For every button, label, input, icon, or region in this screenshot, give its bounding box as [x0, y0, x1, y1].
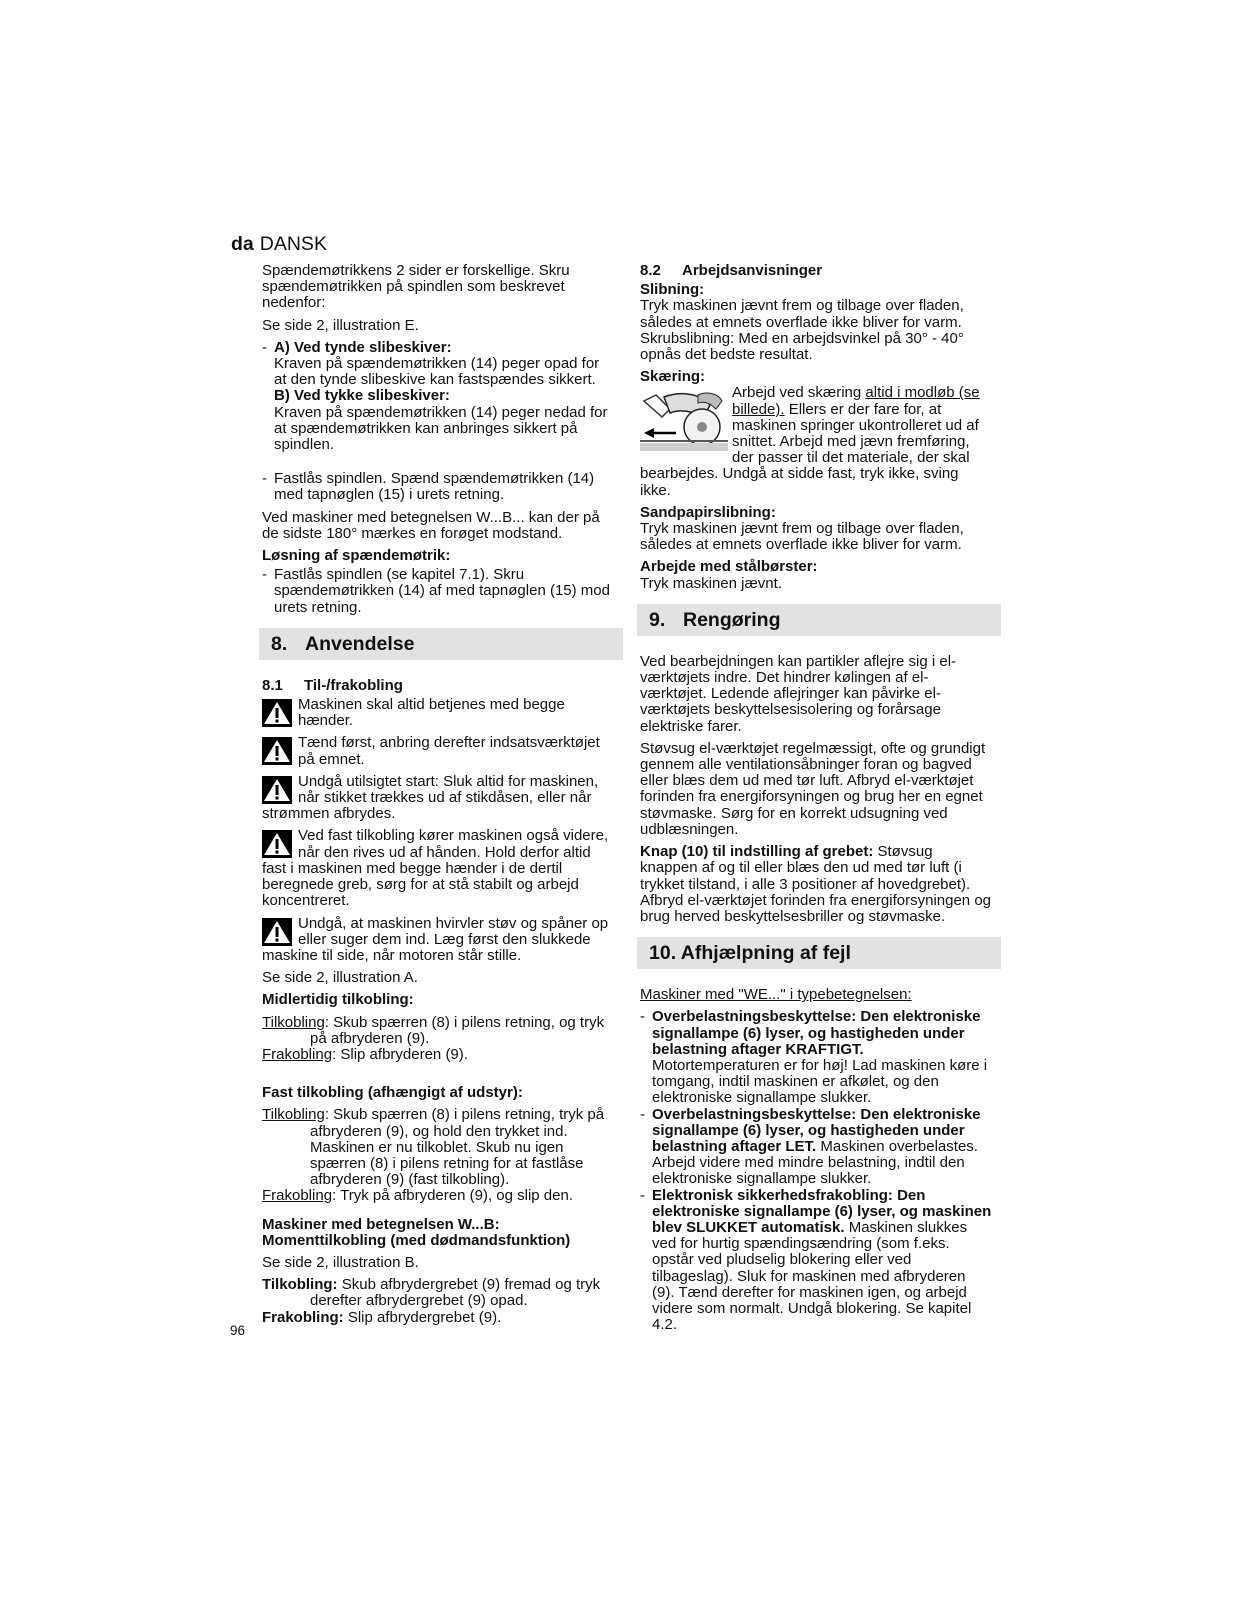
- lock-spindle-step: - Fastlås spindlen. Spænd spændemøtrikken (14) med tapnøglen (15) i urets retning.: [262, 471, 614, 503]
- see-illustration-a: Se side 2, illustration A.: [262, 969, 418, 987]
- grinding-text: Tryk maskinen jævnt frem og tilbage over fladen, således at emnets overflade ikke bliver for varm. Skrubslibning: Med en arbejdsvinkel på 30° - 40° opnås det bedste resultat.: [640, 297, 964, 364]
- section-9-title: Rengøring: [683, 608, 781, 631]
- see-illustration-b: Se side 2, illustration B.: [262, 1253, 419, 1271]
- thick-wheels-title: B) Ved tykke slibeskiver:: [274, 387, 450, 405]
- fault-2-text: Maskinen overbelastes. Arbejd videre med mindre belastning, indtil den elektroniske signallampe slukker.: [652, 1137, 978, 1188]
- subsection-8-1-title: Til-/frakobling: [304, 676, 403, 694]
- warning-icon: [262, 830, 292, 858]
- fault-item-1: [640, 1009, 992, 1106]
- momentary-switching-title: Maskiner med betegnelsen W...B: Momenttilkobling (med dødmandsfunktion): [262, 1215, 571, 1249]
- temporary-switching-title: Midlertidig tilkobling:: [262, 991, 414, 1009]
- page-number: 96: [230, 1323, 246, 1338]
- section-10-title: 10. Afhjælpning af fejl: [649, 942, 851, 965]
- loosen-step: - Fastlås spindlen (se kapitel 7.1). Skru spændemøtrikken (14) af med tapnøglen (15) mod urets retning.: [262, 567, 614, 616]
- cutting-text: Ellers er der fare for, at maskinen springer ukontrolleret ud af snittet. Arbejd med jævn fremføring, der passer til det materiale, der skal bearbejdes. Undgå at sidde fast, tryk ikke, sving ikke.: [640, 400, 979, 499]
- fixed-switch-off: [262, 1188, 614, 1204]
- section-8-number: 8.: [271, 632, 288, 655]
- warning-5: [262, 916, 614, 965]
- warning-icon: [262, 918, 292, 946]
- we-machines-intro: Maskiner med "WE..." i typebetegnelsen:: [640, 986, 912, 1004]
- fault-item-3: [640, 1188, 992, 1334]
- wire-brush-title: Arbejde med stålbørster:: [640, 558, 818, 576]
- cutting-direction-illustration: [640, 387, 728, 459]
- fault-1-title: Overbelastningsbeskyttelse: Den elektroniske signallampe (6) lyser, og hastigheden under belastning aftager KRAFTIGT.: [652, 1008, 981, 1058]
- warning-1: [262, 697, 614, 729]
- subsection-8-2-title: Arbejdsanvisninger: [682, 262, 823, 279]
- left-column: [262, 263, 614, 1326]
- momentary-off-label: Frakobling:: [262, 1308, 344, 1326]
- momentary-switch-off: [262, 1310, 614, 1326]
- warning-icon: [262, 737, 292, 765]
- switch-off-label: Frakobling: [262, 1045, 333, 1063]
- fixed-off-label: Frakobling: [262, 1187, 333, 1205]
- section-8-heading: [259, 628, 623, 660]
- section-10-heading: [637, 937, 1001, 969]
- section-9-number: 9.: [649, 608, 666, 631]
- cleaning-paragraph-1: Ved bearbejdningen kan partikler aflejre sig i el-værktøjets indre. Det hindrer kølingen af el-værktøjet. Ledende aflejringer kan påvirke el-værktøjets beskyttelsesisolering og forårsage elektriske farer.: [640, 652, 957, 735]
- sanding-title: Sandpapirslibning:: [640, 503, 776, 521]
- warning-icon: [262, 699, 292, 727]
- fixed-switch-on: [262, 1107, 614, 1188]
- page-header: [231, 233, 327, 255]
- cutting-text-emphasis: altid i modløb (se billede).: [732, 384, 980, 418]
- warning-2-text: Tænd først, anbring derefter indsatsværktøjet på emnet.: [298, 734, 600, 768]
- fault-1-text: Motortemperaturen er for høj! Lad maskinen køre i tomgang, indtil maskinen er afkølet, og den elektroniske signallampe slukker.: [652, 1056, 988, 1107]
- right-column: [640, 263, 992, 1333]
- momentary-on-label: Tilkobling:: [262, 1276, 338, 1294]
- subsection-8-1-number: 8.1: [262, 676, 283, 694]
- temporary-switch-on: [262, 1015, 614, 1047]
- warning-4-text: Ved fast tilkobling kører maskinen også videre, når den rives ud af hånden. Hold derfor altid fast i maskinen med begge hænder i de dertil beregnede greb, sørg for at stå stabilt og arbejd koncentreret.: [262, 827, 609, 910]
- loosen-title: Løsning af spændemøtrik:: [262, 547, 451, 565]
- subsection-8-1-heading: [262, 678, 614, 694]
- subsection-8-2-heading: [640, 263, 992, 279]
- warning-5-text: Undgå, at maskinen hvirvler støv og spåner op eller suger dem ind. Læg først den slukkede maskine til side, når motoren står stille.: [262, 914, 609, 964]
- thin-wheels-item: [262, 340, 614, 453]
- thick-wheels-text: Kraven på spændemøtrikken (14) peger nedad for at spændemøtrikken kan anbringes sikkert på spindlen.: [274, 403, 608, 454]
- wire-brush-text: Tryk maskinen jævnt.: [640, 574, 782, 592]
- thin-wheels-text: Kraven på spændemøtrikken (14) peger opad for at den tynde slibeskive kan fastspændes sikkert.: [274, 355, 600, 389]
- cutting-title: Skæring:: [640, 368, 706, 386]
- cutting-text-intro: Arbejd ved skæring: [732, 384, 866, 402]
- fault-2-title: Overbelastningsbeskyttelse: Den elektroniske signallampe (6) lyser, og hastigheden under belastning aftager LET.: [652, 1105, 981, 1155]
- switch-on-label: Tilkobling: [262, 1013, 325, 1031]
- momentary-switch-on: [262, 1277, 614, 1309]
- knob-text: Støvsug knappen af og til eller blæs den ud med tør luft (i trykket tilstand, i alle 3 positioner af hovedgrebet). Afbryd el-værktøjet forinden fra energiforsyningen og brug herved beskyttelsesbriller og støvmaske.: [640, 843, 992, 925]
- grinding-title: Slibning:: [640, 281, 705, 299]
- section-8-title: Anvendelse: [305, 632, 415, 655]
- warning-2: [262, 735, 614, 767]
- switch-on-text: : Skub spærren (8) i pilens retning, og tryk på afbryderen (9).: [310, 1013, 605, 1047]
- knob-title: Knap (10) til indstilling af grebet:: [640, 843, 874, 861]
- see-illustration-e: Se side 2, illustration E.: [262, 316, 419, 334]
- knob-paragraph: [640, 844, 992, 925]
- fault-3-title: Elektronisk sikkerhedsfrakobling: Den elektroniske signallampe (6) lyser, og maskinen blev SLUKKET automatisk.: [652, 1186, 992, 1236]
- momentary-off-text: Slip afbrydergrebet (9).: [343, 1308, 502, 1326]
- thin-wheels-title: - A) Ved tynde slibeskiver:: [274, 338, 452, 356]
- language-name: DANSK: [259, 233, 327, 255]
- cutting-paragraph: [640, 385, 992, 498]
- wb-note: Ved maskiner med betegnelsen W...B... kan der på de sidste 180° mærkes en forøget modstand.: [262, 508, 600, 542]
- sanding-text: Tryk maskinen jævnt frem og tilbage over fladen, således at emnets overflade ikke bliver for varm.: [640, 520, 964, 554]
- section-9-heading: [637, 604, 1001, 636]
- fault-item-2: [640, 1107, 992, 1188]
- fault-3-text: Maskinen slukkes ved for hurtig spændingsændring (som f.eks. opstår ved pludselig blokering eller ved tilbageslag). Sluk for maskinen med afbryderen (9). Tænd derefter for maskinen igen, og arbejd videre som normalt. Undgå blokering. Se kapitel 4.2.: [652, 1218, 972, 1334]
- warning-1-text: Maskinen skal altid betjenes med begge hænder.: [298, 696, 565, 730]
- warning-icon: [262, 776, 292, 804]
- language-code: da: [231, 233, 254, 255]
- warning-4: [262, 828, 614, 909]
- fixed-on-text: : Skub spærren (8) i pilens retning, tryk på afbryderen (9), og hold den trykket ind. Maskinen er nu tilkoblet. Skub nu igen spærren (8) i pilens retning for at fastlåse afbryderen (9) (fast tilkobling).: [310, 1106, 605, 1189]
- fixed-switching-title: Fast tilkobling (afhængigt af udstyr):: [262, 1084, 523, 1102]
- fixed-off-text: : Tryk på afbryderen (9), og slip den.: [332, 1187, 573, 1205]
- subsection-8-2-number: 8.2: [640, 262, 661, 279]
- fixed-on-label: Tilkobling: [262, 1106, 325, 1124]
- intro-paragraph: Spændemøtrikkens 2 sider er forskellige. Skru spændemøtrikken på spindlen som beskrevet nedenfor:: [262, 262, 570, 312]
- warning-3-text: Undgå utilsigtet start: Sluk altid for maskinen, når stikket trækkes ud af stikdåsen, eller når strømmen afbrydes.: [262, 772, 599, 823]
- cleaning-paragraph-2: Støvsug el-værktøjet regelmæssigt, ofte og grundigt gennem alle ventilationsåbninger foran og bagved eller blæs dem ud med tør luft. Afbryd el-værktøjet forinden fra energiforsyningen og brug her en egnet støvmaske. Sørg for en korrekt udsugning ved udblæsningen.: [640, 739, 986, 838]
- switch-off-text: : Slip afbryderen (9).: [332, 1045, 468, 1063]
- temporary-switch-off: [262, 1047, 614, 1063]
- warning-3: [262, 774, 614, 823]
- momentary-on-text: Skub afbrydergrebet (9) fremad og tryk derefter afbrydergrebet (9) opad.: [310, 1276, 601, 1310]
